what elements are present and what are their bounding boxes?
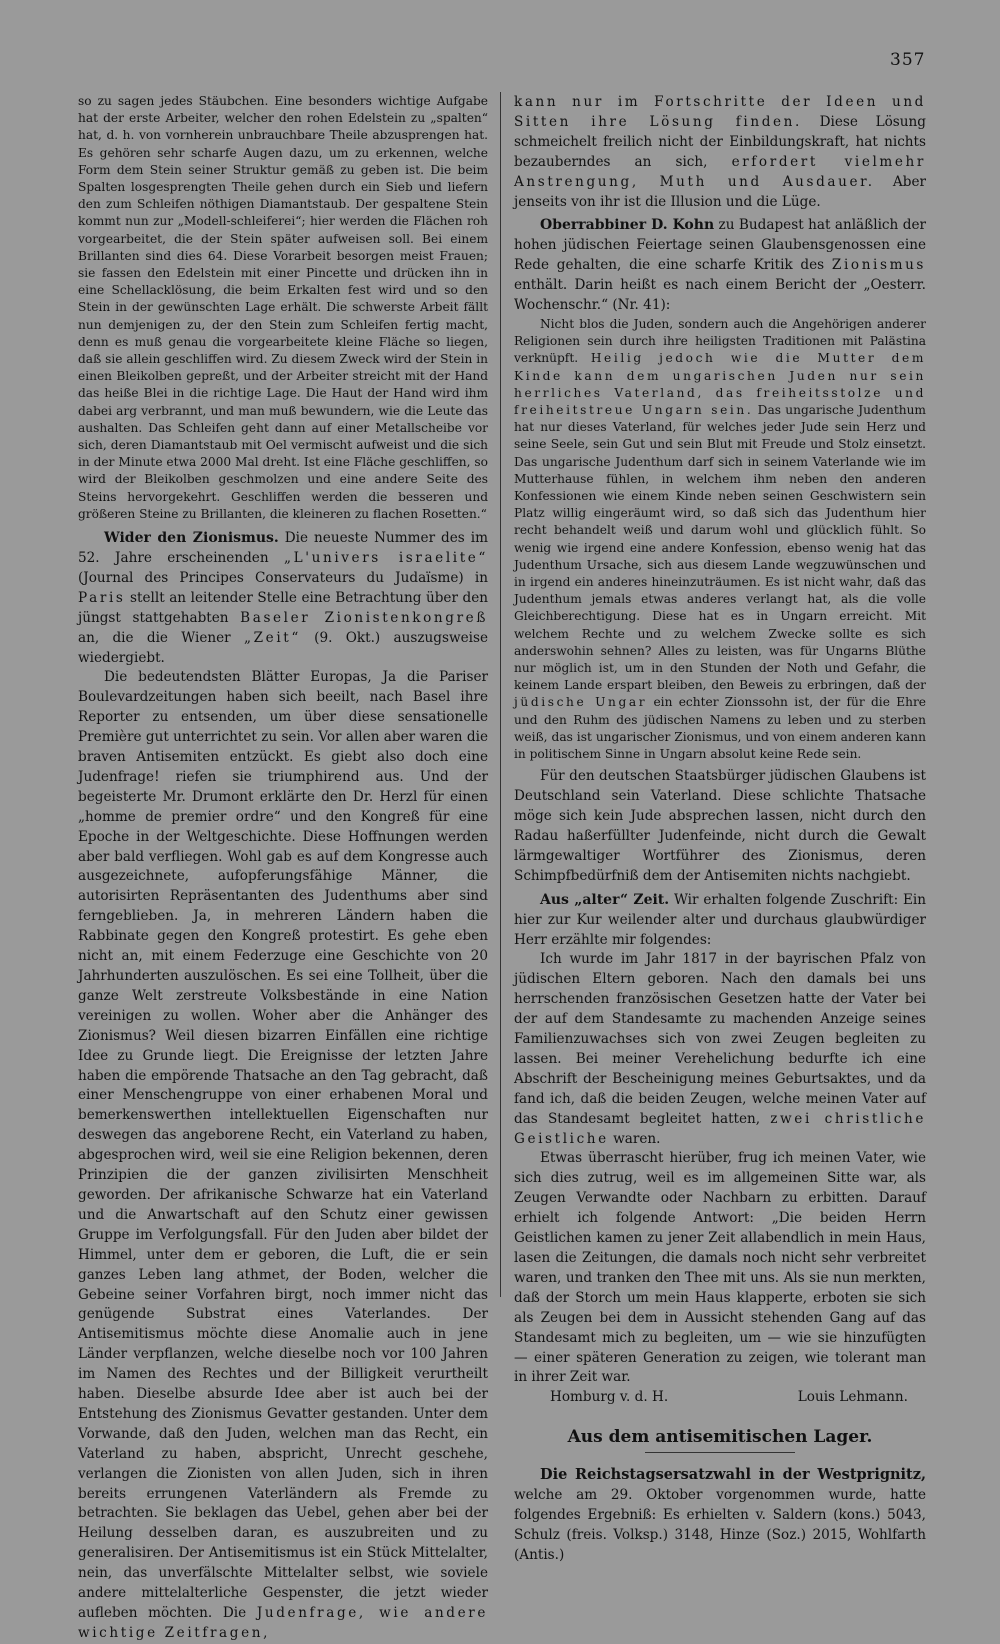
article-paragraph: [514, 1465, 926, 1566]
text-run: Das ungarische Judenthum hat nur dieses Vaterland, für welches jeder Jude sein Herz und seine Seele, sein Gut und sein Blut mit Freude und Stolz einsetzt. Das ungarische Judenthum darf sich in seinem Vaterlande wie im Mutterhause fühlen, in welchem ihm neben den anderen Konfessionen wie einem Kinde neben seinen Geschwistern sein Platz willig eingeräumt wird, so daß sich das Judenthum hier recht behandelt weiß und darum wohl und glücklich fühlt. So wenig wie irgend eine andere Konfession, ebenso wenig hat das Judenthum Ursache, sich aus diesem Lande wegzuwünschen und in irgend ein anderes hineinzuträumen. Es ist nicht wahr, daß das Judenthum jemals etwas anderes verlangt hat, als die volle Gleichberechtigung. Diese hat es in Ungarn erreicht. Mit welchem Rechte und zu welchem Zwecke sollte es sich anderswohin sehnen? Alles zu leisten, was für Ungarns Blüthe nur möglich ist, um in den Stunden der Noth und Gefahr, die keinem Lande erspart bleiben, den Beweis zu erbringen, daß der: [514, 402, 926, 693]
text-run: (Journal des Principes Conservateurs du Judaïsme) in: [78, 569, 488, 586]
congress-name: Baseler Zionistenkongreß: [240, 609, 489, 626]
text-run: waren.: [608, 1130, 661, 1147]
article-paragraph: [514, 891, 926, 951]
text-run: (9. Okt.) auszugsweise wiedergiebt.: [78, 629, 489, 666]
article-text: so zu sagen jedes Stäubchen. Eine besonders wichtige Aufgabe hat der erste Arbeiter, welcher den rohen Edelstein zu „spalten“ hat, d. h. von vornherein unbrauchbare Theile abzusprengen hat. Es gehören sehr scharfe Augen dazu, um zu erkennen, welche Form dem Stein seiner Struktur gemäß zu geben ist. Die beim Spalten losgesprengten Theile gehen durch ein Sieb und liefern den zum Schleifen nöthigen Diamantstaub. Der gespaltene Stein kommt nun zur „Modell-schleiferei“; hier werden die Flächen roh vorgearbeitet, die der Stein später aufweisen soll. Bei einem Brillanten sind dies 64. Diese Vorarbeit besorgen meist Frauen; sie fassen den Edelstein mit einer Pincette und drücken ihn in eine Schellacklösung, die beim Erkalten fest wird und so den Stein in der gewünschten Lage erhält. Die schwerste Arbeit fällt nun demjenigen zu, der den Stein zum Schleifen fertig macht, denn es muß genau die vorgearbeitete kleine Fläche so liegen, daß sie allein geschliffen wird. Zu diesem Zweck wird der Stein in einen Bleikolben gepreßt, und der Arbeiter streicht mit der Hand das heiße Blei in die richtige Lage. Die Haut der Hand wird ihm dabei arg verbrannt, und man muß bewundern, wie die Leute das aushalten. Das Schleifen geht dann auf einer Metallscheibe vor sich, deren Diamantstaub mit Oel vermischt aufweist und die sich in der Minute etwa 2000 Mal dreht. Ist eine Fläche geschliffen, so wird der Bleikolben geschmolzen und eine andere Seite des Steins hervorgekehrt. Geschliffen werden die besseren und größeren Steine zu Brillanten, die kleineren zu flachen Rosetten.“: [78, 94, 488, 521]
text-run: Diese Lösung schmeichelt freilich nicht der Einbildungskraft, hat nichts bezauberndes an sich,: [514, 113, 926, 170]
right-column: [514, 93, 926, 1566]
text-run: Die neueste Nummer des im 52. Jahre erscheinenden: [78, 530, 488, 566]
text-run: welche am 29. Oktober vorgenommen wurde, hatte folgendes Ergebniß: Es erhielten v. Saldern (kons.) 5043, Schulz (freis. Volksp.) 3148, Hinze (Soz.) 2015, Wohlfarth (Antis.): [514, 1487, 926, 1563]
emphasis-text: jüdische Ungar: [514, 695, 648, 710]
text-run: Ich wurde im Jahr 1817 in der bayrischen Pfalz von jüdischen Eltern geboren. Nach den damals bei uns herrschenden französischen Gesetzen hatte der Vater bei der auf dem Standesamte zu machenden Anzeige seines Familienzuwachses sich von zwei Zeugen begleiten zu lassen. Bei meiner Verehelichung bedurfte ich eine Abschrift der Bescheinigung meines Geburtsaktes, und da fand ich, daß die beiden Zeugen, welche meinen Vater auf das Standesamt begleitet hatten,: [514, 951, 926, 1127]
signature-name: Louis Lehmann.: [797, 1389, 908, 1406]
article-paragraph: Etwas überrascht hierüber, frug ich meinen Vater, wie sich dies zutrug, weil es im allgemeinen Sitte war, als Zeugen Verwandte oder Nachbarn zu erbitten. Darauf erhielt ich folgende Antwort: „Die beiden Herrn Geistlichen kamen zu jener Zeit allabendlich in mein Haus, lasen die Zeitungen, die damals noch nicht sehr verbreitet waren, und tranken den Thee mit uns. Als sie nun merkten, daß der Storch um mein Haus klapperte, erboten sie sich als Zeugen bei dem in Aussicht stehenden Gang auf das Standesamt mich zu begleiten, um — wie sie hinzufügten — einer späteren Generation zu zeigen, wie tolerant man in ihrer Zeit war.: [514, 1150, 926, 1386]
article-paragraph: [78, 668, 488, 1643]
city-name: Paris: [78, 589, 126, 606]
emphasis-text: erfordert vielmehr Anstrengung, Muth und Ausdauer.: [514, 153, 926, 190]
page-number: 357: [890, 50, 926, 70]
article-paragraph: [514, 93, 926, 212]
newspaper-name: „Zeit“: [243, 629, 301, 646]
article-heading: Die Reichstagsersatzwahl in der Westprignitz,: [540, 1466, 926, 1484]
text-run: enthält. Darin heißt es nach einem Bericht der „Oesterr. Wochenschr.“ (Nr. 41):: [514, 277, 926, 314]
section-title-rule: [645, 1452, 795, 1453]
article-paragraph: [514, 216, 926, 316]
text-run: an, die die Wiener: [78, 629, 244, 646]
text-run: Nicht blos die Juden, sondern auch die Angehörigen anderer Religionen sein durch ihre heiligsten Traditionen mit Palästina verknüpft.: [514, 316, 926, 366]
article-paragraph: Für den deutschen Staatsbürger jüdischen Glaubens ist Deutschland sein Vaterland. Diese schlichte Thatsache möge sich kein Jude absprechen lassen, nicht durch den Radau haßerfüllter Judenfeinde, nicht durch die Gewalt lärmgewaltiger Wortführer des Zionismus, deren Schimpfbedürfniß dem der Antisemiten nichts nachgiebt.: [514, 768, 926, 884]
article-paragraph: [514, 950, 926, 1149]
text-run: zu Budapest hat anläßlich der hohen jüdischen Feiertage seinen Glaubensgenossen eine Rede gehalten, die eine scharfe Kritik des: [514, 217, 926, 274]
emphasis-text: zwei christliche Geistliche: [514, 1110, 927, 1147]
text-run: Wir erhalten folgende Zuschrift: Ein hier zur Kur weilender alter und durchaus glaubwürdiger Herr erzählte mir folgendes:: [514, 891, 926, 948]
article-heading: Aus „alter“ Zeit.: [540, 891, 670, 908]
text-run: Aber jenseits von ihr ist die Illusion und die Lüge.: [514, 173, 926, 210]
text-run: ein echter Zionssohn ist, der für die Ehre und den Ruhm des jüdischen Namens zu leben und zu sterben weiß, das ist ungarischer Zionismus, und von einem anderen kann in politischem Sinne in Ungarn absolut keine Rede sein.: [514, 695, 926, 762]
signature-place: Homburg v. d. H.: [550, 1389, 669, 1406]
article-heading: Oberrabbiner D. Kohn: [540, 217, 715, 234]
emphasis-text: kann nur im Fortschritte der Ideen und Sitten ihre Lösung finden.: [514, 94, 926, 130]
emphasis-text: Heilig jedoch wie die Mutter dem Kinde kann dem ungarischen Juden nur sein herrliches Vaterland, das freiheitsstolze und freiheitstreue Ungarn sein.: [514, 351, 926, 417]
left-column: [78, 93, 488, 1644]
journal-name: „L'univers israelite“: [284, 549, 488, 566]
quote-block: [514, 316, 926, 763]
text-run: Die bedeutendsten Blätter Europas, Ja die Pariser Boulevardzeitungen haben sich beeilt, nach Basel ihre Reporter zu entsenden, um über diese sensationelle Première gut unterrichtet zu sein. Vor allen aber waren die braven Antisemiten entzückt. Es giebt also doch eine Judenfrage! riefen sie triumphirend aus. Und der begeisterte Mr. Drumont erklärte den Dr. Herzl für einen „homme de premier ordre“ und den Kongreß für eine Epoche in der Weltgeschichte. Diese Hoffnungen werden aber bald verfliegen. Wohl gab es auf dem Kongresse auch ausgezeichnete, aufopferungsfähige Männer, die autorisirten Repräsentanten des Judenthums aber sind ferngeblieben. Ja, in mehreren Ländern haben die Rabbinate gegen den Kongreß protestirt. Es gehe eben nicht an, mit einem Federzuge eine Geschichte von 20 Jahrhunderten auszulöschen. Es sei eine Tollheit, über die ganze Welt zerstreute Volksbestände in eine Nation vereinigen zu wollen. Woher aber die Anhänger des Zionismus? Weil diesen bizarren Einfällen eine richtige Idee zu Grunde liegt. Die Ereignisse der letzten Jahre haben die empörende Thatsache an den Tag gebracht, daß einer Menschengruppe von einer erhabenen Moral und bemerkenswerthen intellektuellen Eigenschaften nur deswegen das angeborene Recht, ein Vaterland zu haben, abgesprochen wird, weil sie eine Religion bekennen, deren Prinzipien die der ganzen zivilisirten Menschheit geworden. Der afrikanische Schwarze hat ein Vaterland und die Anwartschaft auf den Schutz einer gewissen Gruppe im Verfolgungsfall. Für den Juden aber bildet der Himmel, unter dem er geboren, die Luft, die er sein ganzes Leben lang athmet, der Boden, welcher die Gebeine seiner Vorfahren birgt, noch immer nicht das genügende Substrat eines Vaterlandes. Der Antisemitismus möchte diese Anomalie auch in jene Länder verpflanzen, welche dieselbe noch vor 100 Jahren im Namen des Rechtes und der Billigkeit verurtheilt haben. Dieselbe absurde Idee aber ist auch bei der Entstehung des Zionismus Gevatter gestanden. Unter dem Vorwande, daß den Juden, welchen man das Recht, ein Vaterland zu haben, abspricht, Unrecht geschehe, verlangen die Zionisten von allen Juden, sich in ihren bereits errungenen Vaterländern als Fremde zu betrachten. Sie beklagen das Uebel, gehen aber bei der Heilung desselben daran, es auszubreiten und zu generalisiren. Der Antisemitismus ist ein Stück Mittelalter, nein, das unverfälschte Mittelalter selbst, wie soviele andere mittelalterliche Gespenster, die jetzt wieder aufleben möchten. Die: [78, 669, 488, 1622]
article-heading: Wider den Zionismus.: [104, 530, 279, 547]
article-paragraph: [78, 529, 488, 668]
column-divider: [500, 92, 501, 1297]
text-run: stellt an leitender Stelle eine Betrachtung über den jüngst stattgehabten: [78, 589, 488, 626]
emphasis-text: Zionismus: [831, 257, 926, 274]
letter-signature: [514, 1388, 926, 1408]
emphasis-text: Judenfrage, wie andere wichtige Zeitfragen,: [78, 1605, 488, 1641]
section-title: Aus dem antisemitischen Lager.: [567, 1427, 873, 1448]
